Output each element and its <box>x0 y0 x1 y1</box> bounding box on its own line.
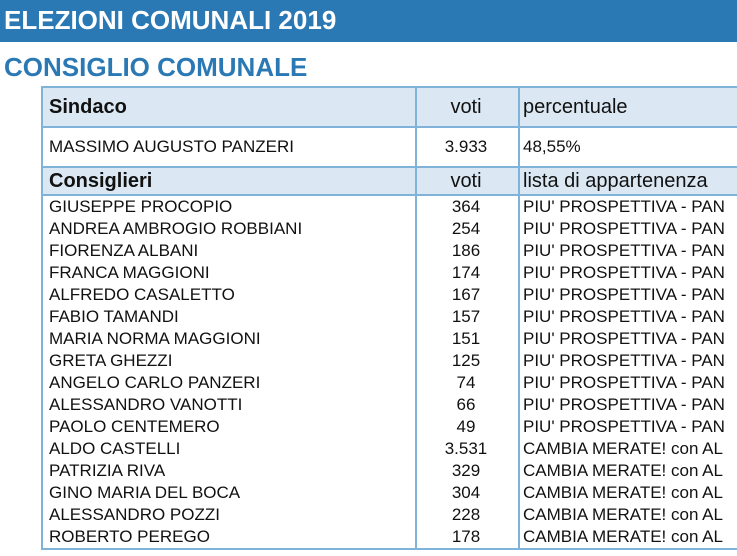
section-title: CONSIGLIO COMUNALE <box>4 52 308 82</box>
councillor-name: FIORENZA ALBANI <box>49 241 199 260</box>
councillor-votes: 157 <box>451 307 481 326</box>
councillor-name: ALESSANDRO VANOTTI <box>49 395 243 414</box>
councillor-name: GINO MARIA DEL BOCA <box>49 483 241 502</box>
councillor-name: PATRIZIA RIVA <box>49 461 166 480</box>
table-row <box>43 196 737 218</box>
councillor-votes: 329 <box>451 461 481 480</box>
table-row <box>43 284 737 306</box>
column-divider <box>415 86 417 548</box>
header-lista: lista di appartenenza <box>523 169 708 192</box>
councillor-votes: 66 <box>456 395 476 414</box>
table-row <box>43 438 737 460</box>
table-row <box>43 526 737 548</box>
councillor-name: ALFREDO CASALETTO <box>49 285 235 304</box>
councillor-votes: 74 <box>456 373 476 392</box>
councillors-rows <box>43 196 737 548</box>
councillor-name: GRETA GHEZZI <box>49 351 173 370</box>
councillor-name: ANGELO CARLO PANZERI <box>49 373 261 392</box>
header-sindaco: Sindaco <box>49 95 127 118</box>
councillor-votes: 228 <box>451 505 481 524</box>
councillor-list: PIU' PROSPETTIVA - PAN <box>523 219 725 238</box>
councillor-list: PIU' PROSPETTIVA - PAN <box>523 307 725 326</box>
header-percentuale: percentuale <box>523 95 628 118</box>
councillor-list: PIU' PROSPETTIVA - PAN <box>523 351 725 370</box>
councillor-votes: 364 <box>451 197 481 216</box>
councillor-list: PIU' PROSPETTIVA - PAN <box>523 263 725 282</box>
table-row <box>43 262 737 284</box>
table-row <box>43 306 737 328</box>
councillor-list: CAMBIA MERATE! con AL <box>523 505 723 524</box>
councillors-header-row <box>43 168 737 196</box>
table-row <box>43 482 737 504</box>
councillor-list: PIU' PROSPETTIVA - PAN <box>523 285 725 304</box>
councillor-votes: 151 <box>451 329 481 348</box>
mayor-votes: 3.933 <box>444 137 488 156</box>
councillor-votes: 174 <box>451 263 481 282</box>
header-bar <box>0 0 737 42</box>
table-row <box>43 218 737 240</box>
councillor-list: CAMBIA MERATE! con AL <box>523 439 723 458</box>
councillor-votes: 167 <box>451 285 481 304</box>
councillor-votes: 186 <box>451 241 481 260</box>
councillor-list: CAMBIA MERATE! con AL <box>523 483 723 502</box>
mayor-name: MASSIMO AUGUSTO PANZERI <box>49 137 294 156</box>
councillor-name: PAOLO CENTEMERO <box>49 417 220 436</box>
councillor-votes: 3.531 <box>444 439 488 458</box>
councillor-name: FRANCA MAGGIONI <box>49 263 210 282</box>
mayor-row <box>43 128 737 168</box>
table-row <box>43 350 737 372</box>
results-table <box>41 86 737 550</box>
header-voti: voti <box>450 169 482 192</box>
councillor-name: ALESSANDRO POZZI <box>49 505 220 524</box>
councillor-votes: 49 <box>456 417 476 436</box>
councillor-name: ROBERTO PEREGO <box>49 527 210 546</box>
table-row <box>43 460 737 482</box>
councillor-list: PIU' PROSPETTIVA - PAN <box>523 329 725 348</box>
councillor-name: ALDO CASTELLI <box>49 439 181 458</box>
councillor-votes: 304 <box>451 483 481 502</box>
table-row <box>43 328 737 350</box>
header-consiglieri: Consiglieri <box>49 169 153 192</box>
councillor-name: GIUSEPPE PROCOPIO <box>49 197 233 216</box>
councillor-name: FABIO TAMANDI <box>49 307 179 326</box>
table-row <box>43 372 737 394</box>
councillor-list: PIU' PROSPETTIVA - PAN <box>523 241 725 260</box>
mayor-percent: 48,55% <box>523 137 581 156</box>
councillor-list: CAMBIA MERATE! con AL <box>523 527 723 546</box>
councillor-votes: 178 <box>451 527 481 546</box>
councillor-name: ANDREA AMBROGIO ROBBIANI <box>49 219 303 238</box>
table-row <box>43 394 737 416</box>
councillor-name: MARIA NORMA MAGGIONI <box>49 329 261 348</box>
councillor-list: PIU' PROSPETTIVA - PAN <box>523 197 725 216</box>
table-row <box>43 240 737 262</box>
councillor-votes: 125 <box>451 351 481 370</box>
councillor-list: CAMBIA MERATE! con AL <box>523 461 723 480</box>
table-row <box>43 416 737 438</box>
column-divider <box>518 86 520 548</box>
councillor-votes: 254 <box>451 219 481 238</box>
mayor-header-row <box>43 86 737 128</box>
table-row <box>43 504 737 526</box>
councillor-list: PIU' PROSPETTIVA - PAN <box>523 417 725 436</box>
councillor-list: PIU' PROSPETTIVA - PAN <box>523 395 725 414</box>
councillor-list: PIU' PROSPETTIVA - PAN <box>523 373 725 392</box>
page-title: ELEZIONI COMUNALI 2019 <box>4 5 337 35</box>
header-voti: voti <box>450 95 482 118</box>
